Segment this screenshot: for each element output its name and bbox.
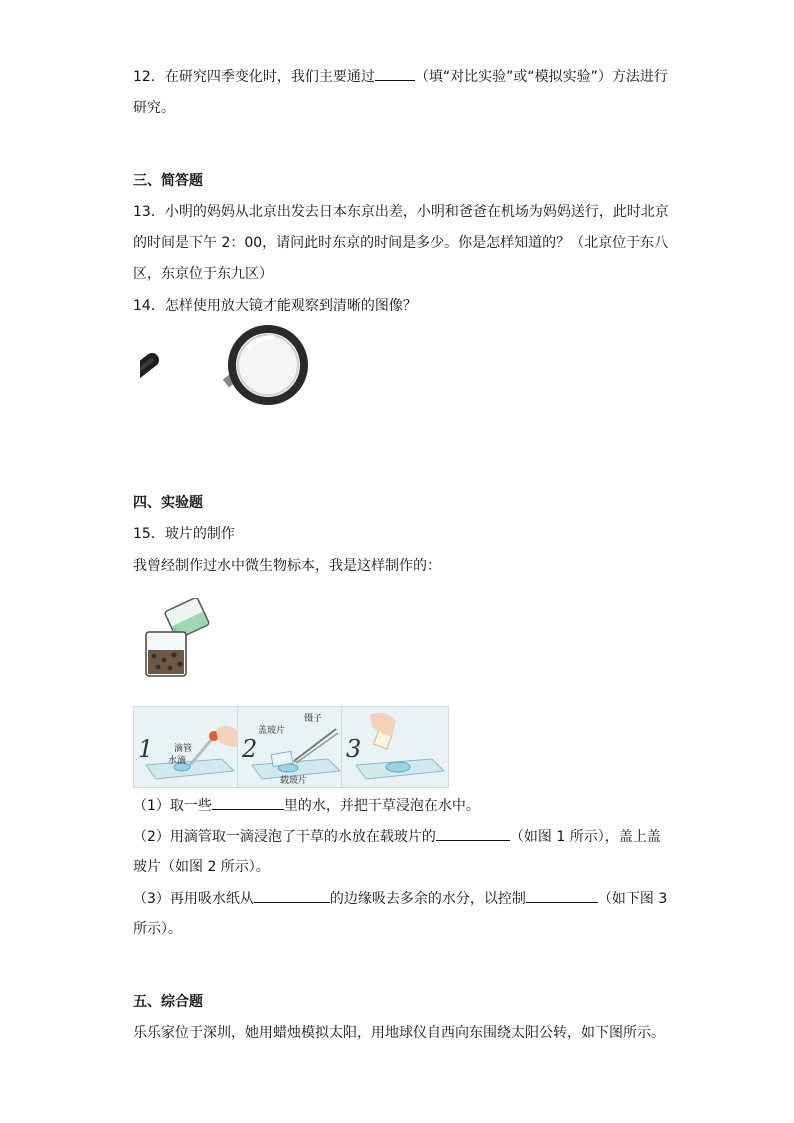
figure-step1 <box>133 706 241 788</box>
step2-text-a: （2）用滴管取一滴浸泡了干草的水放在载玻片的 <box>133 829 436 845</box>
step3-blank-1[interactable] <box>254 888 330 903</box>
q14-text: 14．怎样使用放大镜才能观察到清晰的图像？ <box>133 298 417 314</box>
label-cover-slip: 盖玻片 <box>258 726 286 736</box>
section5-title: 五、综合题 <box>133 994 203 1010</box>
step1-line <box>133 795 480 816</box>
q12-text-b: （填“对比实验”或“模拟实验”）方法进行 <box>414 69 668 85</box>
section5-intro: 乐乐家位于深圳，她用蜡烛模拟太阳，用地球仪自西向东围绕太阳公转，如下图所示。 <box>133 1025 665 1041</box>
q13-line3: 区，东京位于东九区） <box>133 266 273 282</box>
q12-line1 <box>133 66 668 87</box>
step2-text-b: （如图 1 所示），盖上盖 <box>509 829 661 845</box>
label-tweezers: 镊子 <box>304 714 323 724</box>
q13-line2: 的时间是下午 2：00，请问此时东京的时间是多少。你是怎样知道的？（北京位于东八 <box>133 235 669 251</box>
step1-text-a: （1）取一些 <box>133 798 212 814</box>
step2-line2: 玻片（如图 2 所示）。 <box>133 859 270 875</box>
beaker-pouring-icon <box>140 598 220 680</box>
q15-intro: 我曾经制作过水中微生物标本，我是这样制作的： <box>133 558 441 574</box>
q12-blank[interactable] <box>375 66 415 81</box>
q15-title: 15．玻片的制作 <box>133 526 235 542</box>
step3-line1 <box>133 888 667 909</box>
figure-step2 <box>237 706 345 788</box>
step3-text-b: 的边缘吸去多余的水分，以控制 <box>329 891 526 907</box>
q12-text-a: 12．在研究四季变化时，我们主要通过 <box>133 69 375 85</box>
step3-blank-2[interactable] <box>526 888 598 903</box>
magnifying-glass-icon <box>140 325 320 450</box>
figure-step1-number: 1 <box>138 735 154 763</box>
step2-line1 <box>133 826 661 847</box>
figure-step2-number: 2 <box>242 735 258 763</box>
step3-text-c: （如下图 3 <box>597 891 668 907</box>
step3-line2: 所示）。 <box>133 921 182 937</box>
section3-title: 三、简答题 <box>133 173 203 189</box>
step2-blank[interactable] <box>436 826 510 841</box>
section4-title: 四、实验题 <box>133 495 203 511</box>
q13-line1: 13．小明的妈妈从北京出发去日本东京出差，小明和爸爸在机场为妈妈送行，此时北京 <box>133 204 669 220</box>
label-slide: 载玻片 <box>280 776 308 786</box>
step1-text-b: 里的水，并把干草浸泡在水中。 <box>283 798 480 814</box>
figure-step3-number: 3 <box>346 735 362 763</box>
step3-text-a: （3）再用吸水纸从 <box>133 891 254 907</box>
label-dropper: 滴管 <box>174 744 193 754</box>
label-water-drop: 水滴 <box>168 756 187 766</box>
figure-step3 <box>341 706 449 788</box>
q12-line2: 研究。 <box>133 100 175 116</box>
step1-blank[interactable] <box>212 795 284 810</box>
